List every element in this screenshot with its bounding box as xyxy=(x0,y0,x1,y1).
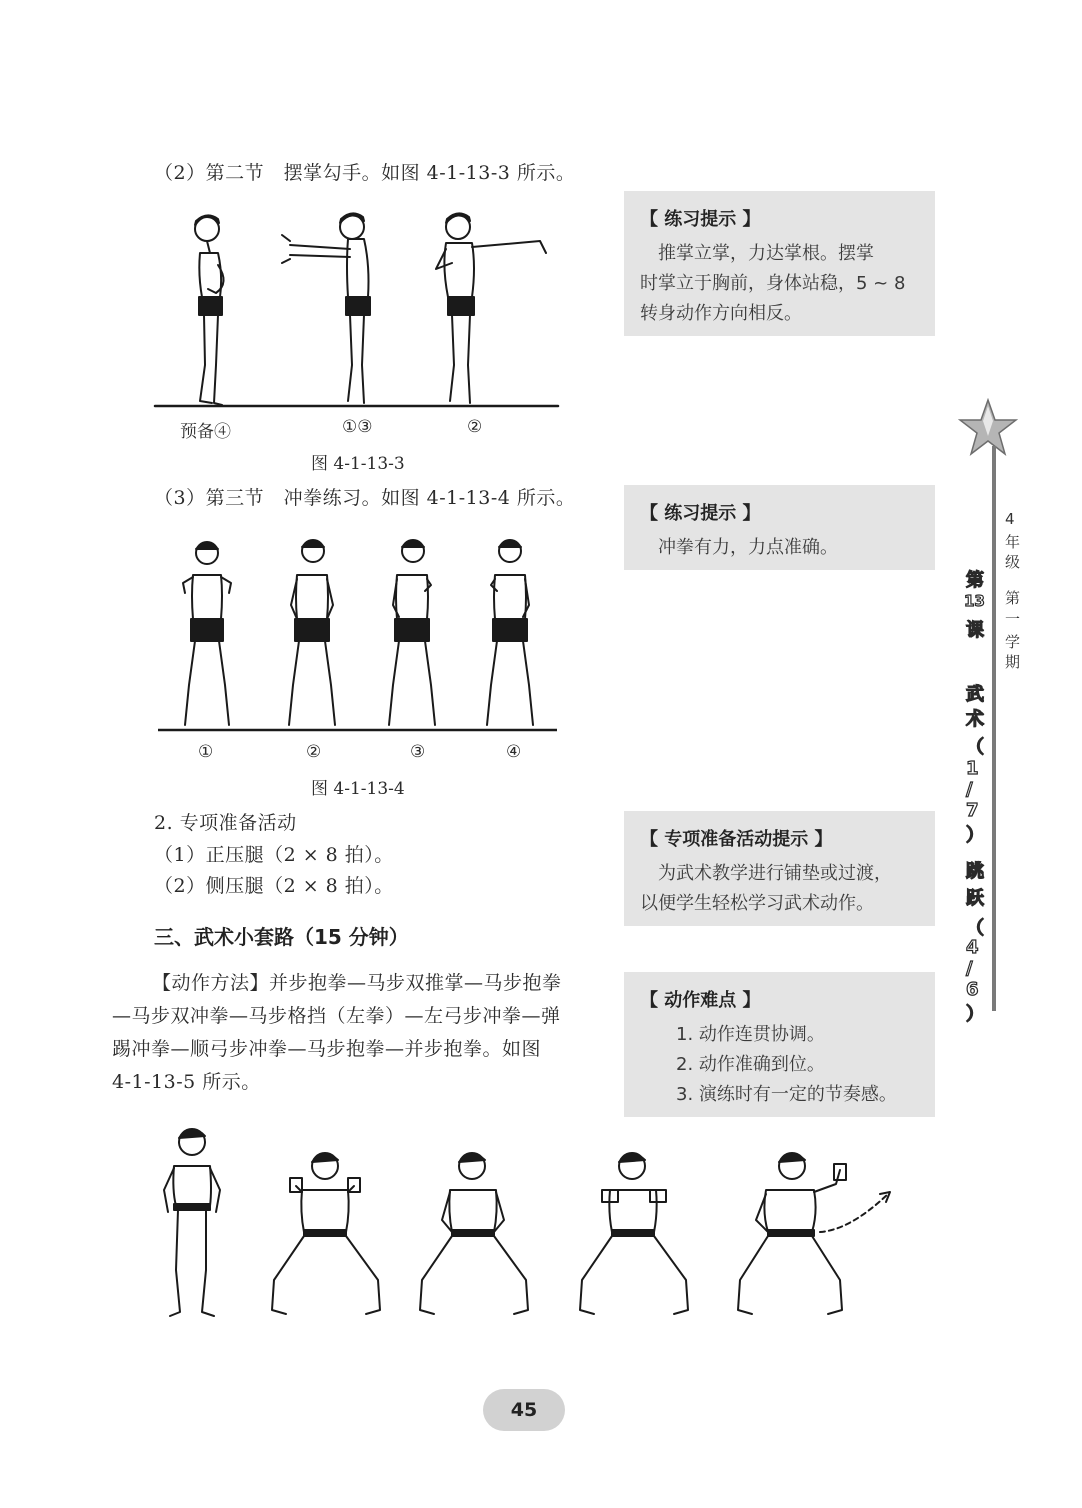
figure-4-1-13-5 xyxy=(150,1120,910,1325)
tip-line: 冲拳有力，力点准确。 xyxy=(640,537,838,558)
special-prep-item-2: （2）侧压腿（2 × 8 拍）。 xyxy=(154,875,394,897)
sidebar-lesson-char: 第 xyxy=(966,570,984,591)
sidebar-lesson-char: 课 xyxy=(966,620,984,641)
sidebar-lesson-char: 13 xyxy=(964,592,985,610)
method-line: 【动作方法】并步抱拳—马步双推掌—马步抱拳 xyxy=(152,972,562,994)
page-number-badge xyxy=(483,1389,565,1431)
fig3-label-3: ② xyxy=(467,417,483,437)
fig3-label-2: ①③ xyxy=(342,417,373,437)
practice-tip-box-2 xyxy=(624,485,935,570)
difficulty-tip-box xyxy=(624,972,935,1117)
tip-line: 转身动作方向相反。 xyxy=(640,303,802,324)
sidebar-lesson-char: 跃 xyxy=(966,888,984,909)
tip-line: 2. 动作准确到位。 xyxy=(676,1054,825,1075)
figure-4-1-13-4 xyxy=(155,535,560,735)
sidebar-lesson-char: / xyxy=(966,779,973,800)
special-prep-item-1: （1）正压腿（2 × 8 拍）。 xyxy=(154,844,394,866)
sidebar-grade-char: 期 xyxy=(1005,653,1021,671)
sidebar-grade-char: 级 xyxy=(1005,553,1021,571)
sidebar-grade-char: 一 xyxy=(1005,610,1021,628)
sidebar-grade-char: 学 xyxy=(1005,633,1021,651)
section-title-martial-arts-routine: 三、武术小套路（15 分钟） xyxy=(154,925,409,949)
section3-heading: （3）第三节 冲拳练习。如图 4-1-13-4 所示。 xyxy=(154,487,576,509)
sidebar-lesson-char: ） xyxy=(966,825,984,846)
figure-routine-3 xyxy=(420,1153,528,1314)
tip-title: 【 动作难点 】 xyxy=(640,990,761,1011)
sidebar-lesson-char: ） xyxy=(966,1004,984,1025)
sidebar-lesson-char: 术 xyxy=(966,709,984,730)
method-line: 踢冲拳—顺弓步冲拳—马步抱拳—并步抱拳。如图 xyxy=(112,1038,542,1060)
sidebar-lesson-char: 1 xyxy=(966,758,979,779)
sidebar-lesson-char: 武 xyxy=(966,684,984,705)
sidebar-grade-char: 4 xyxy=(1005,510,1015,528)
figure-punch-4 xyxy=(487,540,533,725)
tip-line: 3. 演练时有一定的节奏感。 xyxy=(676,1084,897,1105)
sidebar-grade-char: 第 xyxy=(1005,589,1021,607)
sidebar-lesson-char: （ xyxy=(966,918,984,939)
figure-caption-4-1-13-3: 图 4-1-13-3 xyxy=(311,454,405,474)
figure-routine-5 xyxy=(738,1153,890,1314)
tip-line: 以便学生轻松学习武术动作。 xyxy=(640,893,874,914)
fig4-label-4: ④ xyxy=(506,742,522,762)
fig4-label-3: ③ xyxy=(410,742,426,762)
section2-heading: （2）第二节 摆掌勾手。如图 4-1-13-3 所示。 xyxy=(154,162,576,184)
tip-title: 【 专项准备活动提示 】 xyxy=(640,829,833,850)
practice-tip-box-1 xyxy=(624,191,935,336)
sidebar-lesson-char: 7 xyxy=(966,800,979,821)
figure-4-1-13-3 xyxy=(150,205,570,445)
fig3-label-1: 预备④ xyxy=(180,422,231,442)
tip-title: 【 练习提示 】 xyxy=(640,209,761,230)
figure-punch-1 xyxy=(183,542,231,725)
tip-line: 为武术教学进行铺垫或过渡， xyxy=(640,863,892,884)
sidebar-lesson-char: 跳 xyxy=(966,861,984,882)
tip-line: 推掌立掌，力达掌根。摆掌 xyxy=(640,243,874,264)
sidebar-lesson-char: 6 xyxy=(966,979,979,1000)
method-line: —马步双冲拳—马步格挡（左拳）—左弓步冲拳—弹 xyxy=(112,1005,561,1027)
figure-caption-4-1-13-4: 图 4-1-13-4 xyxy=(311,779,405,799)
tip-line: 时掌立于胸前，身体站稳，5 ~ 8 xyxy=(640,273,906,294)
method-line: 4-1-13-5 所示。 xyxy=(112,1071,261,1093)
figure-routine-1 xyxy=(164,1129,220,1316)
figure-arms-forward xyxy=(282,213,370,403)
fig4-label-1: ① xyxy=(198,742,214,762)
sidebar-lesson-char: （ xyxy=(966,737,984,758)
figure-punch-3 xyxy=(389,540,435,725)
figure-routine-4 xyxy=(580,1153,688,1314)
sidebar-grade-char: 年 xyxy=(1005,533,1021,551)
sidebar-lesson-char: / xyxy=(966,958,973,979)
special-prep-title: 2. 专项准备活动 xyxy=(154,812,297,834)
tip-title: 【 练习提示 】 xyxy=(640,503,761,524)
tip-line: 1. 动作连贯协调。 xyxy=(676,1024,825,1045)
figure-routine-2 xyxy=(272,1153,380,1314)
fig4-label-2: ② xyxy=(306,742,322,762)
sidebar-lesson-char: 4 xyxy=(966,937,979,958)
star-icon xyxy=(958,398,1018,462)
special-prep-tip-box xyxy=(624,811,935,926)
page-number: 45 xyxy=(510,1399,538,1421)
figure-punch-2 xyxy=(289,540,335,725)
sidebar-divider xyxy=(992,446,996,1011)
figure-arm-swing xyxy=(436,213,546,403)
